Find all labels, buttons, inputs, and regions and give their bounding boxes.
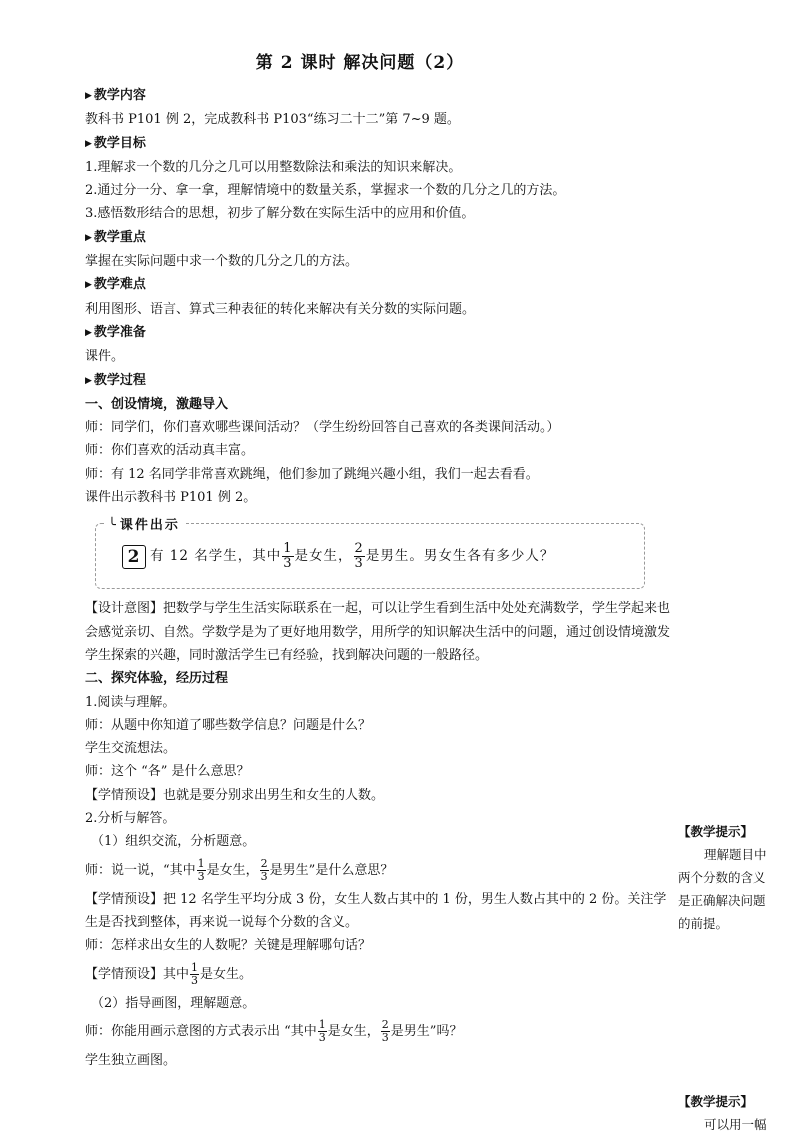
goal-item: 1.理解求一个数的几分之几可以用整数除法和乘法的知识来解决。 (85, 159, 462, 175)
goal-item: 2.通过分一分、拿一拿，理解情境中的数量关系，掌握求一个数的几分之几的方法。 (85, 183, 566, 199)
fraction: $\frac{2}{3}$ (354, 541, 364, 572)
dialogue-line: 课件出示教科书 P101 例 2。 (85, 490, 257, 506)
lesson-content (85, 84, 675, 1072)
step-line: （2）指导画图，理解题意。 (91, 995, 256, 1011)
dialogue-line: 学生交流想法。 (85, 741, 177, 757)
courseware-label: ╰ 课件出示 (104, 514, 184, 537)
section-heading-process: ▶ 教学过程 (85, 372, 146, 388)
tick-icon: ╰ (108, 518, 118, 534)
step-line: （1）组织交流，分析题意。 (91, 834, 256, 850)
preset-line: 【学情预设】也就是要分别求出男生和女生的人数。 (85, 787, 385, 803)
step-line: 1.阅读与理解。 (85, 694, 176, 710)
dialogue-line: 师：有 12 名同学非常喜欢跳绳，他们参加了跳绳兴趣小组，我们一起去看看。 (85, 466, 539, 482)
fraction: $\frac{1}{3}$ (283, 541, 293, 572)
part1-heading: 一、创设情境，激趣导入 (85, 396, 229, 412)
section-heading-content: ▶ 教学内容 (85, 88, 146, 103)
teaching-tip-note: 【教学提示】 理解题目中两个分数的含义是正确解决问题的前提。 (678, 824, 767, 931)
dialogue-line: 师：说一说，“其中 $\frac{1}{3}$ 是女生， $\frac{2}{3}$ 是男生”是什么意思？ (85, 856, 394, 883)
preset-line: 【学情预设】把 12 名学生平均分成 3 份，女生人数占其中的 1 份，男生人数占其中的 2 份。关注学生是否找到整体，再来说一说每个分数的含义。 (85, 891, 667, 930)
fraction: $\frac{1}{3}$ (318, 1017, 326, 1044)
dialogue-line: 师：你们喜欢的活动真丰富。 (85, 443, 255, 459)
design-intent: 【设计意图】把数学与学生生活实际联系在一起，可以让学生看到生活中处处充满数学，学生学起来也会感觉亲切、自然。学数学是为了更好地用数学，用所学的知识解决生活中的问题，通过创设情境激发学生探索的兴趣，同时激活学生已有经验，找到解决问题的一般路径。 (85, 601, 671, 663)
courseware-box (95, 518, 645, 589)
triangle-bullet-icon: ▶ (85, 280, 92, 291)
prep-text: 课件。 (85, 349, 125, 365)
fraction: $\frac{2}{3}$ (381, 1017, 389, 1044)
teaching-tip-note: 【教学提示】 可以用一幅 (678, 1094, 767, 1132)
section-heading-key: ▶ 教学重点 (85, 229, 146, 245)
triangle-bullet-icon: ▶ (85, 91, 92, 101)
section-heading-goals: ▶ 教学目标 (85, 135, 146, 151)
content-text: 教科书 P101 例 2，完成教科书 P103“练习二十二”第 7~9 题。 (85, 112, 460, 128)
key-text: 掌握在实际问题中求一个数的几分之几的方法。 (85, 254, 359, 270)
part2-heading: 二、探究体验，经历过程 (85, 671, 229, 687)
page-title: 第 2 课时 解决问题（2） (255, 53, 465, 73)
goal-item: 3.感悟数形结合的思想，初步了解分数在实际生活中的应用和价值。 (85, 206, 475, 222)
triangle-bullet-icon: ▶ (85, 375, 92, 386)
difficult-text: 利用图形、语言、算式三种表征的转化来解决有关分数的实际问题。 (85, 301, 476, 317)
fraction: $\frac{2}{3}$ (260, 856, 268, 883)
dialogue-line: 学生独立画图。 (85, 1052, 177, 1068)
dialogue-line: 师：怎样求出女生的人数呢？关键是理解哪句话？ (85, 938, 372, 954)
example-problem: 2 有 12 名学生，其中 $\frac{1}{3}$ 是女生， $\frac{2}{3}$ 是男生。男女生各有多少人？ (122, 542, 554, 571)
preset-line: 【学情预设】其中 $\frac{1}{3}$ 是女生。 (85, 960, 253, 987)
step-line: 2.分析与解答。 (85, 811, 176, 827)
dialogue-line: 师：从题中你知道了哪些数学信息？问题是什么？ (85, 717, 372, 733)
dialogue-line: 师：你能用画示意图的方式表示出 “其中 $\frac{1}{3}$ 是女生， $\frac{2}{3}$ 是男生”吗？ (85, 1017, 463, 1044)
section-heading-prep: ▶ 教学准备 (85, 324, 146, 340)
fraction: $\frac{1}{3}$ (197, 856, 205, 883)
triangle-bullet-icon: ▶ (85, 138, 92, 149)
triangle-bullet-icon: ▶ (85, 232, 92, 243)
triangle-bullet-icon: ▶ (85, 327, 92, 338)
dialogue-line: 师：同学们，你们喜欢哪些课间活动？（学生纷纷回答自己喜欢的各类课间活动。） (85, 420, 560, 436)
section-heading-difficult: ▶ 教学难点 (85, 277, 146, 293)
example-number: 2 (122, 545, 146, 569)
fraction: $\frac{1}{3}$ (191, 960, 199, 987)
dialogue-line: 师：这个 “各” 是什么意思？ (85, 764, 250, 780)
